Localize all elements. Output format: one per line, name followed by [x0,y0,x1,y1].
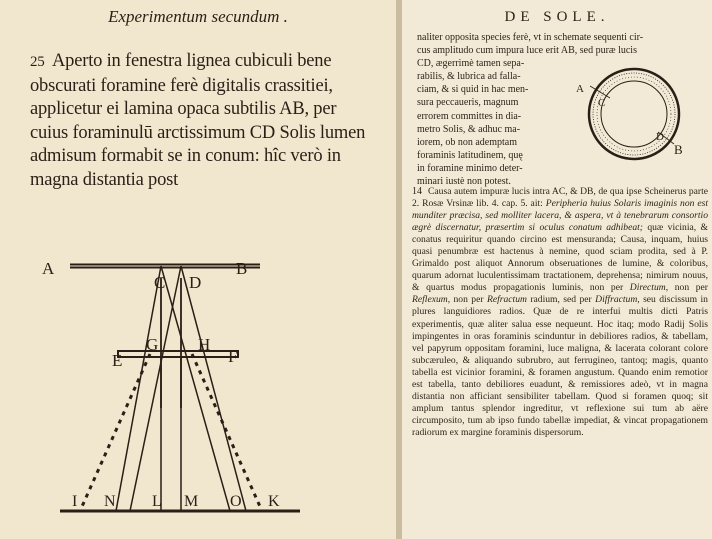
label-m: M [184,493,199,510]
text-line: foraminis latitudinem, quę [417,149,523,161]
ray-d-right [181,266,246,511]
body-part: , seu discissum in plures languidiores radios. Quæ de re interfui multis dicti Patris experimentis, quæ aliter salua esse nequeunt. Hoc itaq; modo Radij Solis impingentes in oras foraminis scinduntur in debiliores radios, & tabellam, vel papyrum oppositam foramini, luce maligna, & lacerata colorant colore subcæruleo, & aliquando subrubro, aut ferrugineo, tantoq; magis, quanto tabella est vicinior foramini, & foramen angustum. Quando enim remotior est tabella, tanto debiliores euadunt, & remissiores adeò, vt in magna distantia non afficiant sensibiliter tabellam. Quod si foramen quoq; sit amplum tantus splendor ingreditur, vt reflexione sui tum ab aëre circumposito, tum ab ipso fundo tabellæ impediat, & vincat propagationem radiorum ex margine foraminis dispersorum. [412,294,708,438]
term-refractum: Refractum [486,294,527,306]
cone-diagram [42,208,320,528]
label-g: G [146,335,159,354]
label-b: B [236,259,248,278]
body-part: quæ vicinia, & conatus requiritur quando circino est mensuranda; Causa, inquam, huius quasi penumbræ est hactenus à nemine, quod sciam prodita, sed à P. Grimaldo post aliquot Annorum obseruationes de lumine, & coloribus, quarum adornat luculentissimam tractationem, deprehensa; nimirum nouus, & quartus modus propagationis luminis, non per [412,222,708,294]
left-paragraph [30,50,375,193]
label-d: D [189,273,202,292]
label-n: N [104,493,116,510]
text-line: iorem, ob non ademptam [417,136,517,148]
term-diffractum: Diffractum [595,294,638,306]
scheiner-quote: Peripheria huius Solaris imaginis non est munditer præcisa, sed molliter lacera, & aspera, vt à tenebrarum consortio ægrè discernatur, præsertim si oculus conatum adhibeat; [412,198,708,234]
ray-d-left [130,266,181,511]
paragraph-number: 14 [412,186,422,197]
sun-image-diagram [570,66,710,181]
body-part: radium, sed per [530,294,592,306]
text-line: rabilis, & lubrica ad falla- [417,71,521,83]
text-line: cus amplitudo cum impura luce erit AB, sed puræ lucis [417,45,637,57]
right-page-title: DE SOLE. [504,9,610,25]
label-e: E [112,351,123,370]
label-k: K [268,493,280,510]
ray-c-left [116,266,161,511]
sun-label-d: D [656,131,664,143]
sun-label-b: B [674,142,683,157]
text-line: naliter opposita species ferè, vt in schemate sequenti cir- [417,32,644,43]
plate-ef [118,351,238,357]
label-l: L [152,493,162,510]
ray-c-right [161,266,230,511]
sun-label-c: C [598,97,606,109]
sun-label-a: A [576,83,584,95]
label-a: A [42,259,55,278]
term-reflexum: Reflexum [412,294,448,306]
left-page-title: Experimentum secundum . [108,7,288,26]
outer-circle-ab [589,69,679,159]
dashed-ray-left [80,354,150,511]
dashed-ray-right [192,354,262,511]
body-part: , non per [665,282,708,294]
label-c: C [154,273,166,292]
label-i: I [72,493,78,510]
text-line: sura peccaueris, magnum [417,97,519,109]
term-directum: Directum [629,282,666,294]
paragraph-number: 25 [30,54,45,70]
label-h: H [198,335,211,354]
text-line: ciam, & si quid in hac men- [417,84,529,96]
text-line: CD, ægerrimè tamen sepa- [417,58,525,70]
label-o: O [230,493,242,510]
body-part: , non per [447,294,484,306]
text-line: metro Solis, & adhuc ma- [417,123,521,135]
right-body-text [412,186,708,439]
body-part: Causa autem impuræ lucis intra AC, & DB, de qua ipse Scheinerus parte 2. Rosæ Vrsinæ lib. 4. cap. 5. ait: [412,186,708,210]
right-page [402,0,712,539]
text-line: errorem committes in dia- [417,110,522,122]
text-line: in foramine minimo deter- [417,162,523,174]
text-line: minari iustè non potest. [417,176,511,188]
paragraph-text: Aperto in fenestra lignea cubiculi bene obscurati foramine ferè digitalis crassitiei, applicetur ei lamina opaca subtilis AB, per cuius foraminulū arctissimum CD Solis lumen admisum formabit se in conum: hîc verò in magna distantia post [30,51,366,190]
label-f: F [228,347,238,366]
